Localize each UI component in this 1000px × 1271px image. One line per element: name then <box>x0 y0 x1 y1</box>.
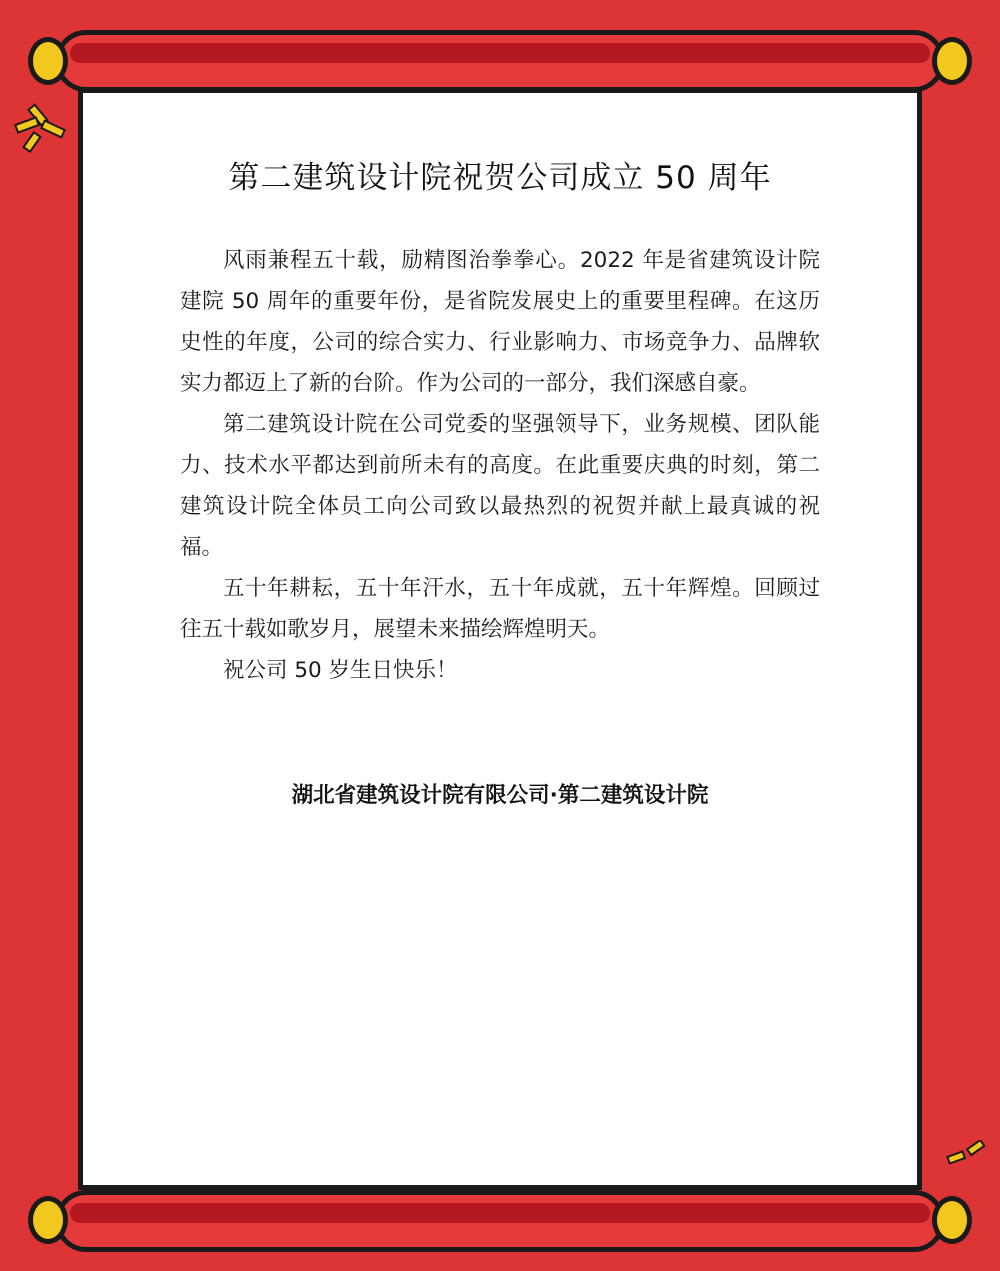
bottom-scroll-roller <box>55 1190 945 1252</box>
confetti-icon <box>12 103 68 153</box>
letter-paragraph: 五十年耕耘，五十年汗水，五十年成就，五十年辉煌。回顾过往五十载如歌岁月，展望未来描绘辉煌明天。 <box>180 576 820 642</box>
letter-paragraph: 祝公司 50 岁生日快乐！ <box>223 658 458 683</box>
letter-paragraph: 风雨兼程五十载，励精图治拳拳心。2022 年是省建筑设计院建院 50 周年的重要年份，是省院发展史上的重要里程碑。在这历史性的年度，公司的综合实力、行业影响力、市场竞争力、品牌软实力都迈上了新的台阶。作为公司的一部分，我们深感自豪。 <box>180 248 820 396</box>
roller-highlight-band <box>70 43 930 63</box>
roller-cap-icon <box>932 37 972 85</box>
roller-highlight-band <box>70 1203 930 1223</box>
roller-cap-icon <box>28 1196 68 1244</box>
top-scroll-roller <box>55 30 945 92</box>
roller-cap-icon <box>28 37 68 85</box>
roller-cap-icon <box>932 1196 972 1244</box>
letter-title: 第二建筑设计院祝贺公司成立 50 周年 <box>228 160 772 196</box>
confetti-icon <box>944 1140 990 1170</box>
letter-body <box>180 240 820 691</box>
letter-paragraph: 第二建筑设计院在公司党委的坚强领导下，业务规模、团队能力、技术水平都达到前所未有的高度。在此重要庆典的时刻，第二建筑设计院全体员工向公司致以最热烈的祝贺并献上最真诚的祝福。 <box>180 412 820 560</box>
letter-signature: 湖北省建筑设计院有限公司·第二建筑设计院 <box>291 783 709 808</box>
